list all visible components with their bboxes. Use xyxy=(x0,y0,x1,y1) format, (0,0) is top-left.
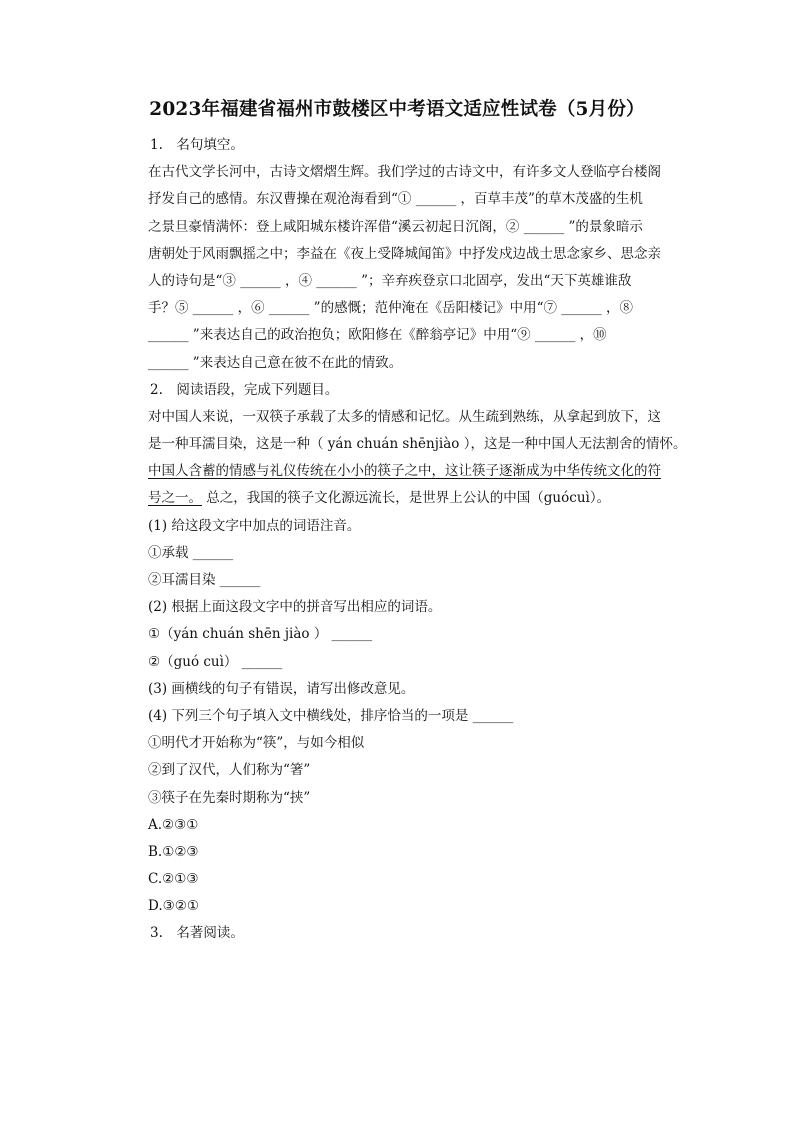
sentence-item: ①明代才开始称为“筷”，与如今相似 xyxy=(148,735,365,752)
sentence-item: ③筷子在先秦时期称为“挟” xyxy=(148,789,311,806)
sentence-item: ②到了汉代，人们称为“箸” xyxy=(148,762,311,779)
q1-line: ______ ”来表达自己的政治抱负；欧阳修在《醉翁亭记》中用“⑨ ______ ，⑩ xyxy=(148,327,607,344)
q1-line: 人的诗句是“③ ______ ，④ ______ ”；辛弃疾登京口北固亭，发出“天下英雄谁敌 xyxy=(148,272,632,289)
subquestion: (3) 画横线的句子有错误，请写出修改意见。 xyxy=(148,680,415,697)
q2-passage-line: 对中国人来说，一双筷子承载了太多的情感和记忆。从生疏到熟练，从拿起到放下，这 xyxy=(148,408,661,425)
q1-line: ______ ”来表达自己意在彼不在此的情致。 xyxy=(148,354,403,371)
choice-option-d: D.③②① xyxy=(148,898,199,915)
passage-tail: 总之，我国的筷子文化源远流长，是世界上公认的中国（guócuì）。 xyxy=(202,490,611,507)
answer-blank: ①承载 ______ xyxy=(148,544,234,561)
q3-heading: 3. 名著阅读。 xyxy=(150,925,244,942)
exam-body xyxy=(148,132,687,948)
answer-blank: ①（yán chuán shēn jiào ） ______ xyxy=(148,626,373,643)
subquestion: (4) 下列三个句子填入文中横线处，排序恰当的一项是 ______ xyxy=(148,707,514,724)
q1-line: 之景旦豪情满怀：登上咸阳城东楼许浑借“溪云初起日沉阁，② ______ ”的景象暗示 xyxy=(148,218,643,235)
underlined-sentence: 号之一。 xyxy=(148,490,202,507)
q1-passage xyxy=(148,159,668,377)
subquestion: (1) 给这段文字中加点的词语注音。 xyxy=(148,517,361,534)
q1-line: 抒发自己的感情。东汉曹操在观沧海看到“① ______ ，百草丰茂”的草木茂盛的生机 xyxy=(148,191,643,208)
q2-passage-line xyxy=(148,485,668,512)
exam-title: 2023年福建省福州市鼓楼区中考语文适应性试卷（5月份） xyxy=(149,99,645,120)
q2-passage-line: 是一种耳濡目染，这是一种（ yán chuán shēnjiào ），这是一种中国人无法割舍的情怀。 xyxy=(148,436,687,453)
underlined-sentence: 中国人含蓄的情感与礼仪传统在小小的筷子之中，这让筷子逐渐成为中华传统文化的符 xyxy=(148,463,661,480)
q2-heading: 2. 阅读语段，完成下列题目。 xyxy=(150,381,339,398)
subquestion: (2) 根据上面这段文字中的拼音写出相应的词语。 xyxy=(148,599,442,616)
q1-line: 在古代文学长河中，古诗文熠熠生辉。我们学过的古诗文中，有许多文人登临亭台楼阁 xyxy=(148,164,661,181)
answer-blank: ②（guó cuì） ______ xyxy=(148,653,283,670)
q1-line: 手？⑤ ______ ，⑥ ______ ”的感慨；范仲淹在《岳阳楼记》中用“⑦ ______ ，⑧ xyxy=(148,300,634,317)
q2-passage xyxy=(148,404,687,513)
q2-passage-line xyxy=(148,458,668,485)
answer-blank: ②耳濡目染 ______ xyxy=(148,572,261,588)
choice-option-c: C.②①③ xyxy=(148,871,199,888)
q2-subquestions xyxy=(148,513,668,921)
choice-option-b: B.①②③ xyxy=(148,843,199,860)
choice-option-a: A.②③① xyxy=(148,816,199,833)
q1-heading: 1. 名句填空。 xyxy=(150,137,244,153)
q1-line: 唐朝处于风雨飘摇之中；李益在《夜上受降城闻笛》中抒发戍边战士思念家乡、思念亲 xyxy=(148,245,661,262)
